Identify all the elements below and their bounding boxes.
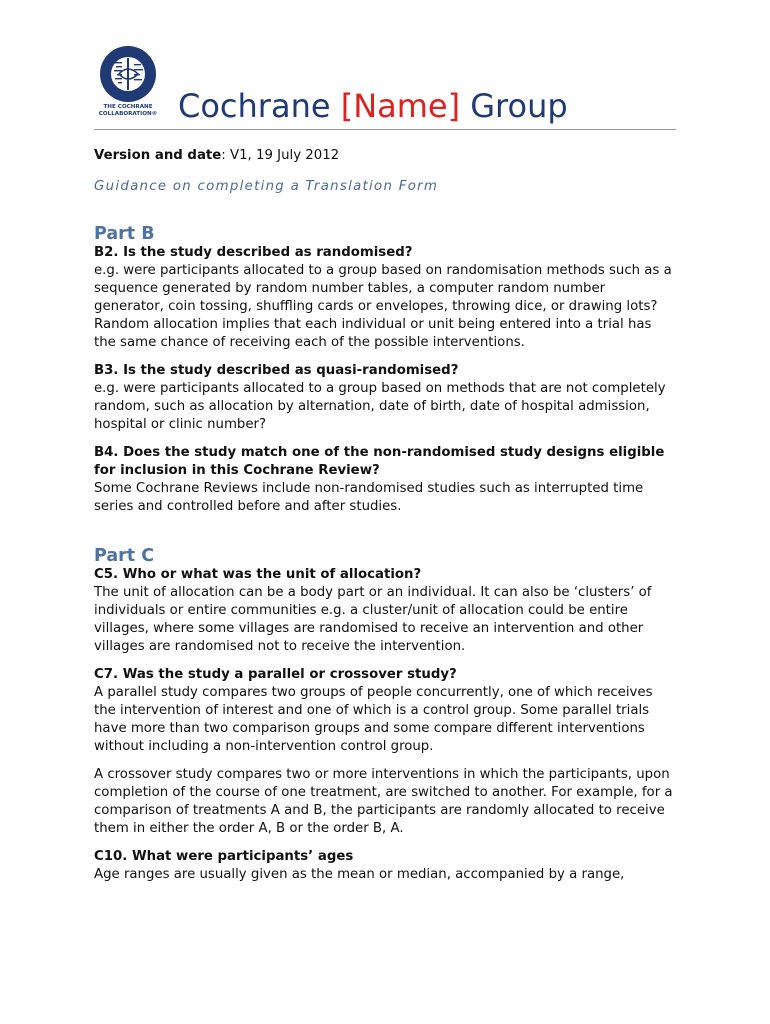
answer-c7-parallel: A parallel study compares two groups of people concurrently, one of which receives the intervention of interest and one of which is a control group. Some parallel trials have more than two comparison groups and some compare different interventions without including a non-intervention control group. [94,685,653,754]
title-name-placeholder: [Name] [340,87,461,125]
guidance-subtitle: Guidance on completing a Translation Form [94,179,439,194]
question-c5: C5. Who or what was the unit of allocation? [94,567,422,582]
answer-c10: Age ranges are usually given as the mean or median, accompanied by a range, [94,867,625,882]
answer-c5: The unit of allocation can be a body part or an individual. It can also be ‘clusters’ of individuals or entire communities e.g. a cluster/unit of allocation could be entire villages, where some villages are randomised to receive an intervention and other villages are randomised not to receive the intervention. [94,585,652,654]
answer-c7-crossover: A crossover study compares two or more interventions in which the participants, upon completion of the course of one treatment, are switched to another. For example, for a comparison of treatments A and B, the participants are randomly allocated to receive them in either the order A, B or the order B, A. [94,767,673,836]
title-suffix: Group [460,87,568,125]
header-divider [94,129,676,130]
document-body [94,147,676,884]
part-b-heading: Part B [94,224,155,244]
cochrane-logo [92,44,164,124]
answer-b3: e.g. were participants allocated to a group based on methods that are not completely random, such as allocation by alternation, date of birth, date of hospital admission, hospital or clinic number? [94,381,666,432]
question-b2: B2. Is the study described as randomised? [94,245,413,260]
version-value: : V1, 19 July 2012 [221,148,340,163]
cochrane-logo-icon [92,44,164,104]
logo-line-1: THE COCHRANE [103,104,153,110]
part-c-heading: Part C [94,546,155,566]
answer-b4: Some Cochrane Reviews include non-randomised studies such as interrupted time series and controlled before and after studies. [94,481,644,514]
logo-line-2: COLLABORATION® [98,110,158,117]
version-label: Version and date [94,148,222,163]
question-c10: C10. What were participants’ ages [94,849,354,864]
question-b4: B4. Does the study match one of the non-randomised study designs eligible for inclusion in this Cochrane Review? [94,445,665,478]
logo-caption [92,104,164,117]
question-b3: B3. Is the study described as quasi-randomised? [94,363,459,378]
title-prefix: Cochrane [178,87,341,125]
answer-b2: e.g. were participants allocated to a group based on randomisation methods such as a sequence generated by random number tables, a computer random number generator, coin tossing, shuffling cards or envelopes, throwing dice, or drawing lots? Random allocation implies that each individual or unit being entered into a trial has the same chance of receiving each of the possible interventions. [94,263,672,350]
version-line [94,147,676,165]
question-c7: C7. Was the study a parallel or crossover study? [94,667,457,682]
document-title [178,86,568,126]
